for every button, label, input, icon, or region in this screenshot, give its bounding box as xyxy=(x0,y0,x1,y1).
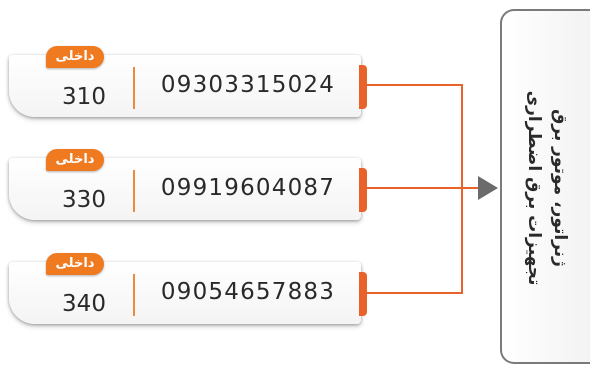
phone-number[interactable]: 09303315024 xyxy=(160,72,336,98)
card-tab xyxy=(359,168,367,212)
contact-card-330[interactable] xyxy=(9,152,361,220)
extension-badge: داخلی xyxy=(46,46,104,68)
connector-line-1 xyxy=(361,85,462,188)
card-divider xyxy=(133,170,135,212)
extension-badge: داخلی xyxy=(46,149,104,171)
category-box xyxy=(500,9,590,364)
phone-number[interactable]: 09919604087 xyxy=(160,175,336,201)
category-label xyxy=(521,91,573,286)
extension-number: 310 xyxy=(62,84,106,110)
extension-number: 340 xyxy=(62,291,106,317)
card-divider xyxy=(133,274,135,316)
extension-badge: داخلی xyxy=(46,253,104,275)
connector-line-3 xyxy=(361,188,462,293)
card-tab xyxy=(359,272,367,316)
contact-card-340[interactable] xyxy=(9,256,361,324)
card-tab xyxy=(359,65,367,109)
contact-card-310[interactable] xyxy=(9,49,361,117)
category-line-1: ژنراتور، موتور برق xyxy=(550,109,570,267)
card-divider xyxy=(133,67,135,109)
phone-number[interactable]: 09054657883 xyxy=(160,279,336,305)
category-line-2: تجهیزات برق اضطراری xyxy=(524,90,544,286)
arrow-pointer-icon xyxy=(478,176,498,200)
extension-number: 330 xyxy=(62,187,106,213)
